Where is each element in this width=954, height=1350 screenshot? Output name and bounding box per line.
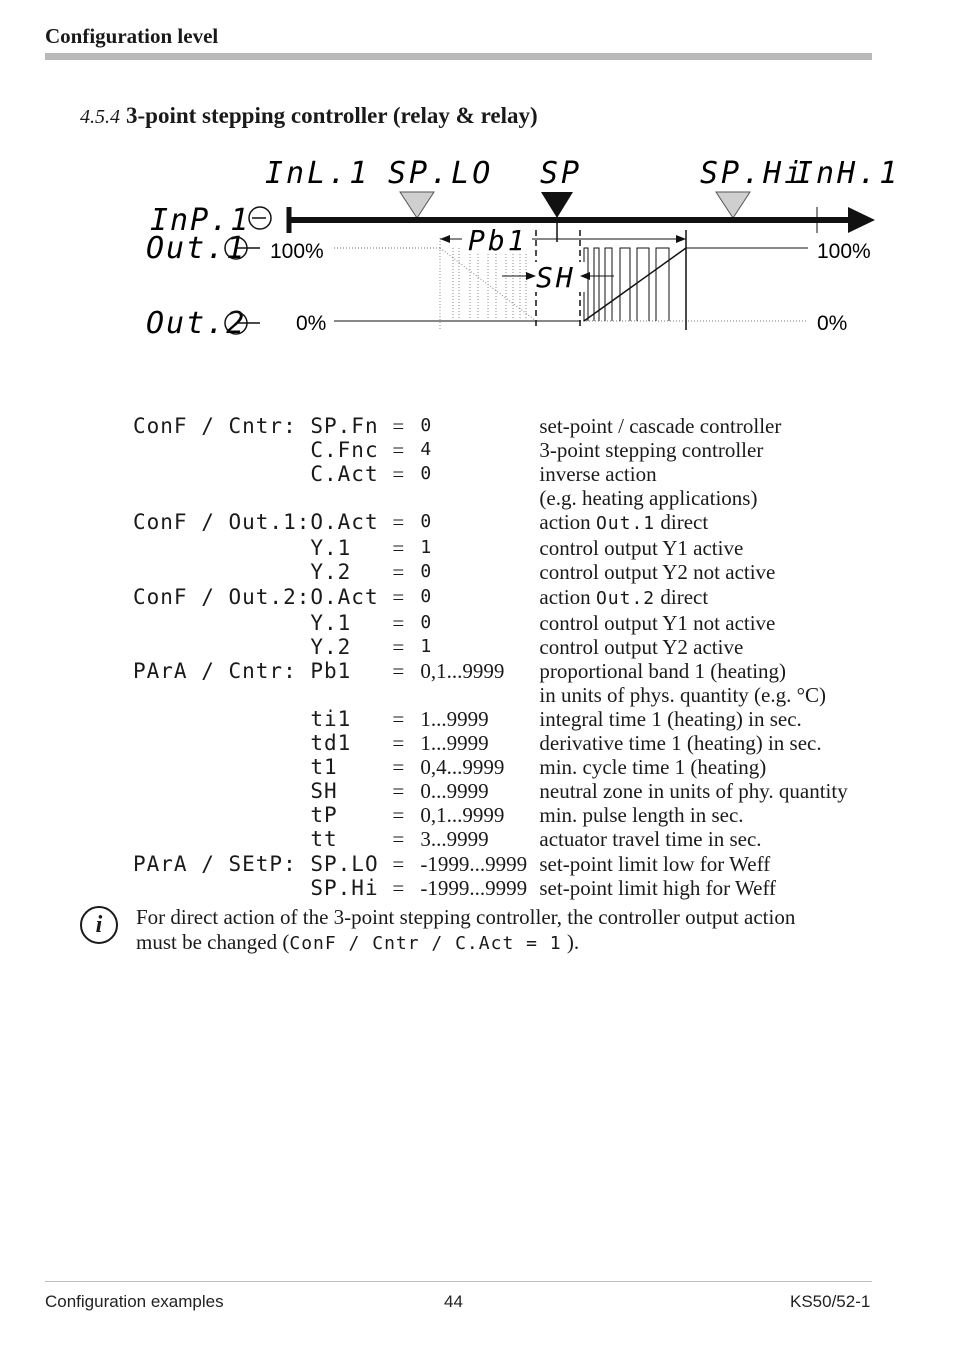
param-description: derivative time 1 (heating) in sec.: [539, 731, 822, 756]
param-value: 0: [420, 511, 432, 533]
param-path: [133, 779, 310, 803]
out1-label: Out.1: [146, 231, 247, 266]
param-value: 1...9999: [420, 731, 489, 756]
param-name: C.Fnc: [310, 438, 379, 463]
param-row: [133, 560, 848, 584]
param-description: integral time 1 (heating) in sec.: [539, 706, 802, 731]
section-title: 3-point stepping controller (relay & relay): [126, 103, 538, 128]
pb1-label: Pb1: [468, 224, 528, 257]
param-path: PArA / Cntr:: [133, 658, 297, 683]
param-path: ConF / Out.1:: [133, 510, 311, 535]
param-name: [310, 486, 392, 510]
param-row: [133, 683, 848, 707]
param-value: [420, 683, 539, 707]
param-row: [133, 779, 848, 803]
inl-label: InL.1: [265, 156, 371, 191]
param-value: 0: [420, 463, 432, 485]
param-row: [133, 876, 848, 900]
param-name: C.Act: [310, 462, 379, 487]
pct-left-top: 100%: [270, 240, 324, 263]
param-equals: =: [392, 462, 405, 487]
param-value: 1...9999: [420, 706, 489, 731]
param-equals: =: [392, 875, 405, 900]
param-path: [133, 635, 310, 659]
param-name: SP.Fn: [310, 414, 379, 438]
parameter-table-body: [133, 414, 848, 900]
param-equals: =: [392, 706, 405, 731]
param-row: [133, 414, 848, 438]
param-description: neutral zone in units of phy. quantity: [539, 779, 848, 804]
header-rule: [45, 53, 872, 60]
param-equals: =: [392, 731, 405, 756]
param-row: [133, 659, 848, 683]
param-description: set-point limit low for Weff: [539, 851, 771, 876]
param-row: [133, 635, 848, 659]
param-description: in units of phys. quantity (e.g. °C): [539, 682, 827, 707]
param-value: 0,4...9999: [420, 755, 505, 780]
param-equals: =: [392, 510, 405, 535]
param-name: t1: [310, 755, 338, 780]
param-description: control output Y2 active: [539, 634, 744, 659]
param-description: (e.g. heating applications): [539, 486, 758, 511]
footer-page-number: 44: [444, 1292, 463, 1311]
param-path: [133, 560, 310, 584]
footer-left: Configuration examples: [45, 1292, 224, 1311]
inh-label: InH.1: [795, 156, 901, 191]
param-value: 0: [420, 611, 432, 633]
param-name: tP: [310, 803, 338, 828]
splo-marker: [400, 192, 434, 218]
param-path: [133, 536, 310, 560]
param-name: td1: [310, 731, 352, 756]
param-name: Pb1: [310, 658, 352, 683]
param-name: SP.Hi: [310, 875, 379, 900]
param-description: proportional band 1 (heating): [539, 658, 787, 683]
param-row: [133, 755, 848, 779]
param-path: [133, 438, 310, 462]
pct-left-bottom: 0%: [296, 312, 327, 335]
param-row: [133, 852, 848, 876]
param-description: actuator travel time in sec.: [539, 827, 762, 852]
note-lcd-setting: ConF / Cntr / C.Act = 1: [289, 933, 562, 954]
param-row: [133, 731, 848, 755]
footer-right: KS50/52-1: [790, 1292, 871, 1311]
param-description: min. cycle time 1 (heating): [539, 755, 767, 780]
note-line-2-pre: must be changed (: [136, 930, 290, 954]
sp-marker: [541, 192, 573, 218]
param-value: 0: [420, 415, 432, 436]
param-value: 0: [420, 561, 432, 583]
param-equals: =: [392, 536, 405, 561]
param-equals: =: [392, 610, 405, 635]
pb1-arrow-right: [676, 235, 686, 243]
sp-label: SP: [540, 156, 583, 191]
sh-label: SH: [536, 261, 576, 294]
param-name: O.Act: [310, 510, 379, 535]
param-description-post: direct: [655, 584, 709, 609]
pb1-arrow-left: [440, 235, 450, 243]
param-name: SH: [310, 779, 338, 804]
param-equals: [392, 486, 420, 510]
param-value: 3...9999: [420, 827, 489, 852]
param-description: [539, 585, 847, 611]
param-equals: =: [392, 658, 405, 683]
param-row: [133, 827, 848, 851]
param-path: [133, 803, 310, 827]
param-row: [133, 536, 848, 560]
param-description-post: direct: [655, 510, 709, 535]
note-text: [136, 905, 866, 956]
out2-label: Out.2: [146, 306, 247, 341]
param-name: Y.2: [310, 634, 352, 659]
param-description: set-point limit high for Weff: [539, 875, 777, 900]
note-line-1: For direct action of the 3-point stepping controller, the controller output action: [136, 905, 796, 929]
param-value: 0: [420, 585, 432, 607]
param-value: 4: [420, 439, 432, 461]
footer-rule: [45, 1281, 872, 1282]
param-description-lcd: Out.1: [595, 513, 656, 535]
param-row: [133, 803, 848, 827]
param-row: [133, 611, 848, 635]
param-equals: =: [392, 827, 405, 852]
param-path: [133, 611, 310, 635]
param-description: [539, 510, 847, 536]
axis-arrowhead: [848, 207, 875, 233]
sphi-marker: [716, 192, 750, 218]
param-path: [133, 731, 310, 755]
param-path: ConF / Out.2:: [133, 584, 311, 609]
param-row: [133, 438, 848, 462]
param-name: [310, 683, 392, 707]
param-equals: =: [392, 414, 405, 438]
parameter-table: [133, 414, 848, 900]
info-icon: i: [80, 906, 118, 944]
param-value: 0...9999: [420, 779, 489, 804]
param-equals: =: [392, 560, 405, 585]
param-equals: =: [392, 438, 405, 463]
note-line-2-post: ).: [561, 930, 580, 954]
param-equals: =: [392, 779, 405, 804]
param-row: [133, 510, 848, 536]
param-path: [133, 462, 310, 486]
pct-right-top: 100%: [817, 240, 871, 263]
param-equals: [392, 683, 420, 707]
param-path: [133, 683, 310, 707]
param-name: Y.1: [310, 610, 352, 635]
param-description: inverse action: [539, 462, 657, 487]
param-row: [133, 585, 848, 611]
param-name: SP.LO: [310, 851, 379, 876]
param-path: [133, 755, 310, 779]
param-row: [133, 462, 848, 486]
param-path: [133, 707, 310, 731]
param-path: ConF / Cntr:: [133, 414, 297, 438]
param-equals: =: [392, 755, 405, 780]
param-equals: =: [392, 634, 405, 659]
param-row: [133, 486, 848, 510]
param-equals: =: [392, 803, 405, 828]
sphi-label: SP.Hi: [700, 156, 806, 191]
param-description-lcd: Out.2: [595, 587, 656, 609]
param-path: PArA / SEtP:: [133, 851, 297, 876]
section-heading: [80, 103, 538, 129]
section-number: 4.5.4: [80, 106, 120, 128]
param-name: tt: [310, 827, 338, 852]
param-equals: =: [392, 851, 405, 876]
param-value: 0,1...9999: [420, 658, 505, 683]
param-description-pre: action: [539, 510, 596, 535]
param-name: Y.2: [310, 560, 352, 585]
controller-diagram: [0, 140, 954, 350]
param-description: set-point / cascade controller: [539, 414, 782, 438]
param-description: control output Y1 active: [539, 536, 744, 561]
note-line-2: [136, 930, 866, 956]
param-value: 1: [420, 635, 432, 657]
param-name: Y.1: [310, 536, 352, 561]
param-row: [133, 707, 848, 731]
param-value: 0,1...9999: [420, 803, 505, 828]
param-value: -1999...9999: [420, 851, 528, 876]
param-path: [133, 827, 310, 851]
param-path: [133, 486, 310, 510]
param-name: O.Act: [310, 584, 379, 609]
param-path: [133, 876, 310, 900]
param-description: 3-point stepping controller: [539, 438, 764, 463]
param-value: [420, 486, 539, 510]
inp-label: InP.1: [150, 203, 251, 238]
out2-active-pulses: [584, 230, 686, 330]
param-name: ti1: [310, 706, 352, 731]
param-equals: =: [392, 584, 405, 609]
param-description: control output Y2 not active: [539, 560, 776, 585]
param-description: control output Y1 not active: [539, 610, 776, 635]
param-description-pre: action: [539, 584, 596, 609]
pct-right-bottom: 0%: [817, 312, 848, 335]
param-value: -1999...9999: [420, 875, 528, 900]
splo-label: SP.LO: [388, 156, 494, 191]
param-description: min. pulse length in sec.: [539, 803, 744, 828]
param-value: 1: [420, 537, 432, 559]
page-header-title: Configuration level: [45, 24, 219, 48]
